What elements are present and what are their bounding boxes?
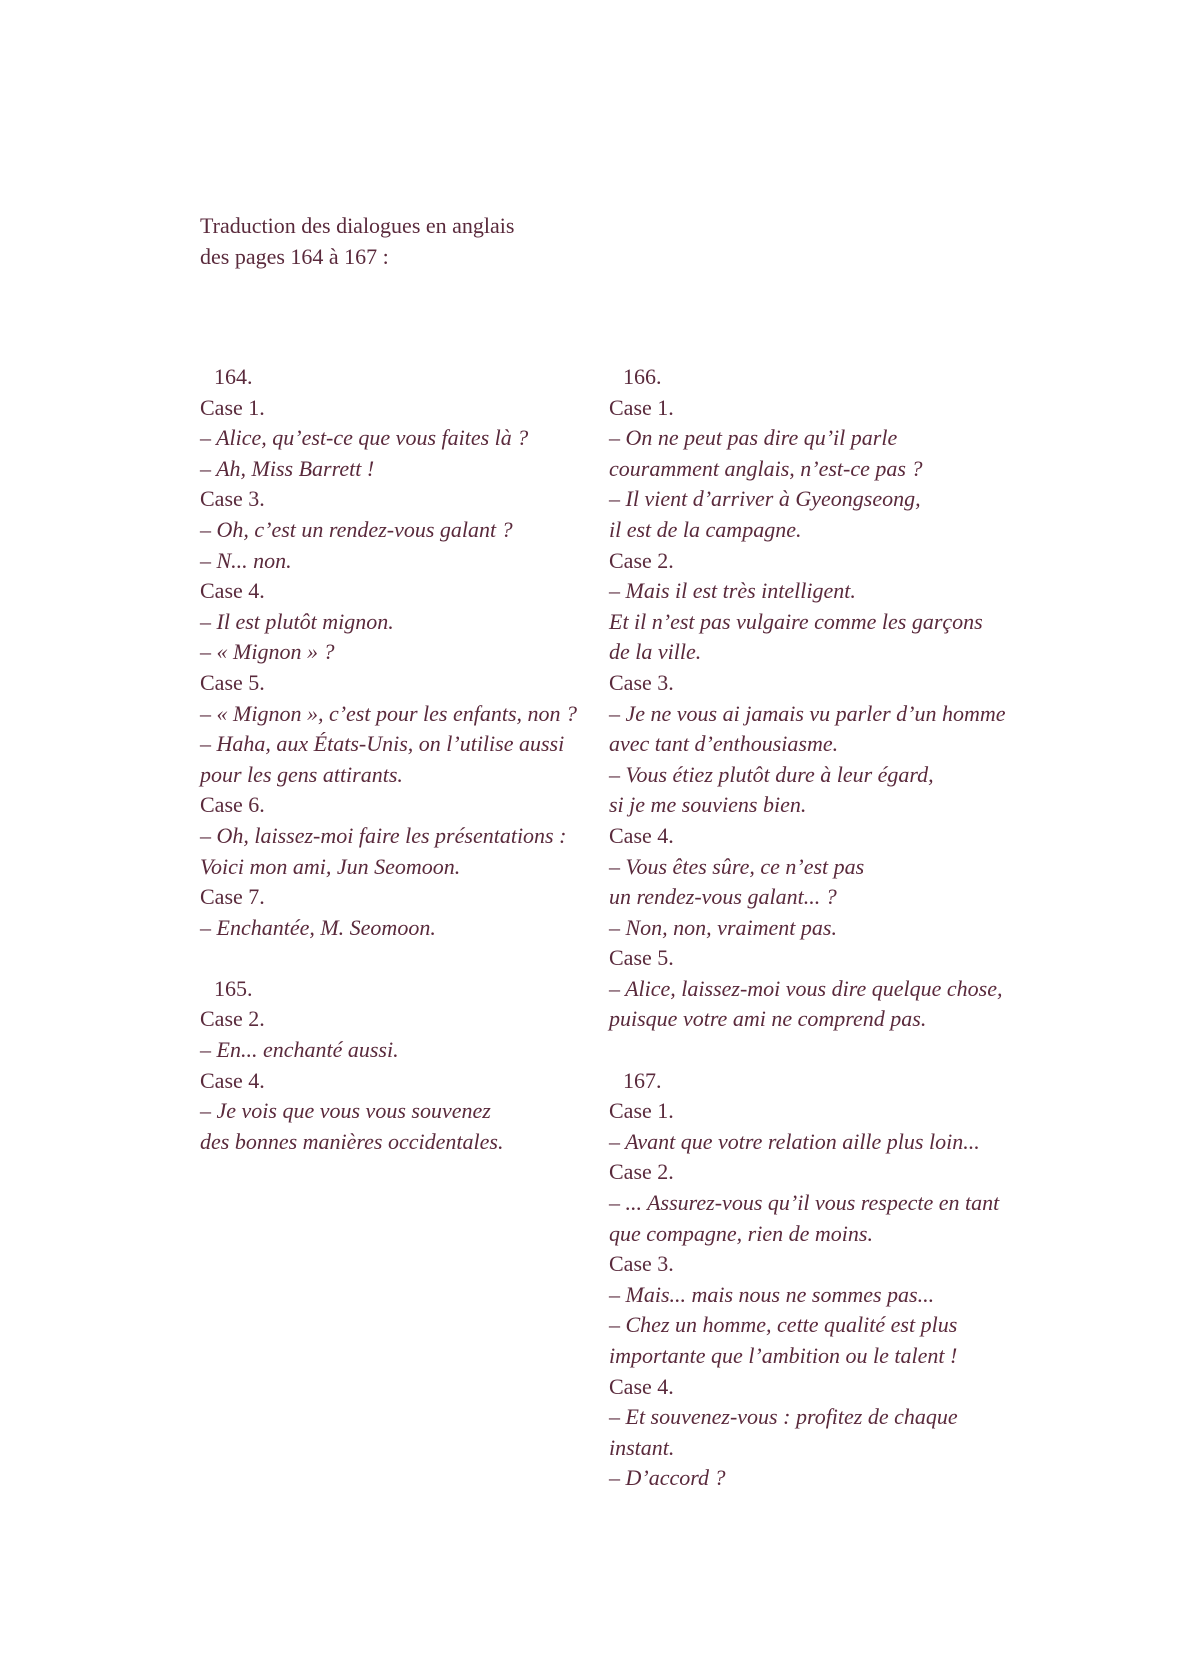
dialogue-line: des bonnes manières occidentales. [200,1128,504,1154]
case-label: Case 6. [200,792,265,818]
dialogue-line: importante que l’ambition ou le talent ! [609,1343,958,1368]
dialogue-line: – Je vois que vous vous souvenez [200,1098,491,1124]
right-column [609,362,1029,1525]
dialogue-line: – Mais il est très intelligent. [609,578,856,604]
dialogue-line: il est de la campagne. [609,516,802,542]
dialogue-line: Et il n’est pas vulgaire comme les garçons [609,608,983,634]
dialogue-line: – Non, non, vraiment pas. [609,914,837,940]
case-label: Case 1. [609,394,674,420]
heading-line-2: des pages 164 à 167 : [200,244,389,269]
dialogue-line: – On ne peut pas dire qu’il parle [609,425,898,451]
dialogue-line: puisque votre ami ne comprend pas. [609,1006,927,1032]
dialogue-line: – Il vient d’arriver à Gyeongseong, [609,486,921,512]
dialogue-line: que compagne, rien de moins. [609,1220,873,1246]
left-column [200,362,600,1188]
dialogue-line: un rendez-vous galant... ? [609,884,837,910]
dialogue-line: – Chez un homme, cette qualité est plus [609,1312,958,1338]
dialogue-line: – Avant que votre relation aille plus loin... [609,1128,980,1154]
case-label: Case 3. [200,486,265,512]
dialogue-line: – En... enchanté aussi. [200,1037,399,1063]
dialogue-line: Voici mon ami, Jun Seomoon. [200,853,461,879]
dialogue-section [609,1066,1029,1494]
dialogue-line: – Oh, laissez-moi faire les présentations : [200,822,567,848]
dialogue-line: – Alice, laissez-moi vous dire quelque chose, [609,975,1003,1001]
dialogue-line: couramment anglais, n’est-ce pas ? [609,455,923,481]
dialogue-line: – « Mignon » ? [200,639,335,665]
case-label: Case 2. [200,1006,265,1032]
heading-line-1: Traduction des dialogues en anglais [200,213,515,238]
case-label: Case 7. [200,884,265,910]
case-label: Case 3. [609,669,674,695]
dialogue-line: – Alice, qu’est-ce que vous faites là ? [200,425,529,451]
page-number: 165. [214,975,253,1001]
case-label: Case 4. [200,1067,265,1093]
dialogue-line: si je me souviens bien. [609,792,807,818]
case-label: Case 3. [609,1251,674,1277]
case-label: Case 4. [609,822,674,848]
dialogue-line: – Vous êtes sûre, ce n’est pas [609,853,865,879]
dialogue-line: – Enchantée, M. Seomoon. [200,914,436,940]
case-label: Case 1. [200,394,265,420]
dialogue-line: pour les gens attirants. [200,761,403,787]
dialogue-line: – Oh, c’est un rendez-vous galant ? [200,516,513,542]
dialogue-line: – Ah, Miss Barrett ! [200,455,375,481]
dialogue-line: – Et souvenez-vous : profitez de chaque [609,1404,958,1430]
dialogue-section [200,362,600,943]
dialogue-line: – Mais... mais nous ne sommes pas... [609,1281,935,1307]
case-label: Case 4. [609,1373,674,1399]
page-heading [200,210,514,272]
case-label: Case 4. [200,578,265,604]
dialogue-section [609,362,1029,1035]
dialogue-line: – Haha, aux États-Unis, on l’utilise aussi [200,731,565,757]
dialogue-section [200,974,600,1158]
dialogue-line: – N... non. [200,547,292,573]
case-label: Case 1. [609,1098,674,1124]
dialogue-line: de la ville. [609,639,702,665]
case-label: Case 2. [609,1159,674,1185]
case-label: Case 5. [609,945,674,971]
dialogue-line: instant. [609,1434,675,1460]
page-number: 166. [623,364,662,389]
dialogue-line: – Vous étiez plutôt dure à leur égard, [609,761,934,787]
case-label: Case 2. [609,547,674,573]
dialogue-line: – « Mignon », c’est pour les enfants, non ? [200,700,578,726]
page-number: 167. [623,1067,662,1093]
dialogue-line: avec tant d’enthousiasme. [609,731,839,757]
dialogue-line: – Je ne vous ai jamais vu parler d’un homme [609,700,1006,726]
dialogue-line: – ... Assurez-vous qu’il vous respecte en tant [609,1190,1000,1216]
case-label: Case 5. [200,669,265,695]
dialogue-line: – Il est plutôt mignon. [200,608,394,634]
page-number: 164. [214,364,253,389]
dialogue-line: – D’accord ? [609,1465,726,1491]
